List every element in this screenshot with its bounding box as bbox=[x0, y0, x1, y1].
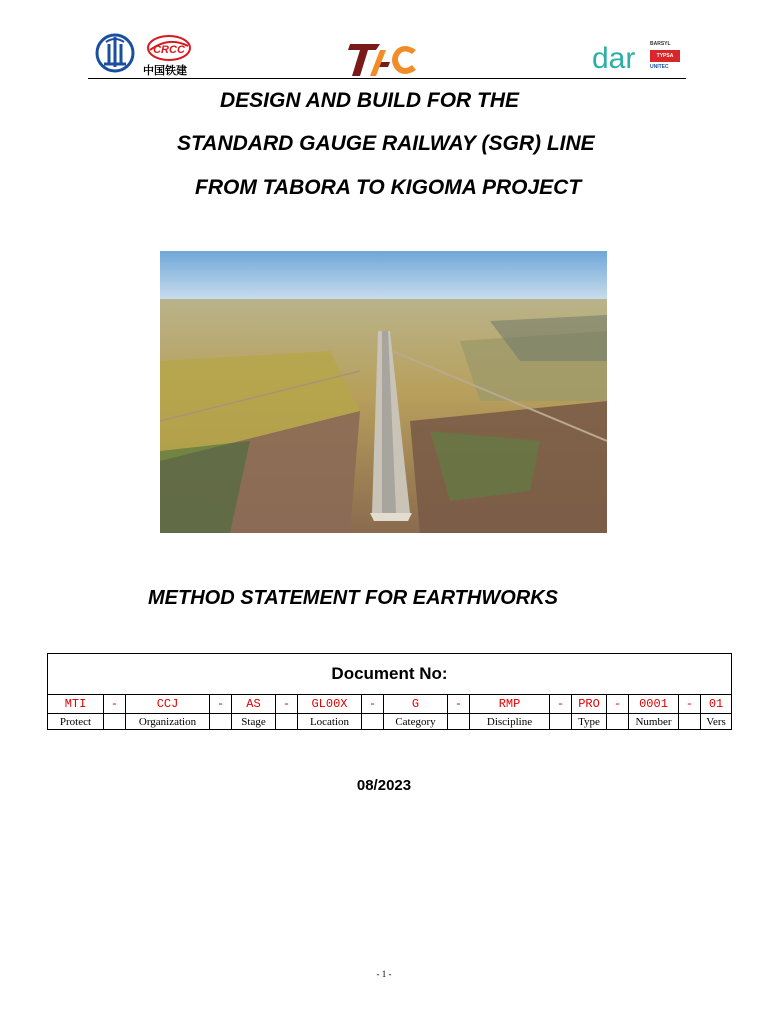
label-cell bbox=[448, 714, 470, 730]
cover-photo bbox=[160, 251, 607, 533]
page-number: - 1 - bbox=[376, 969, 392, 979]
label-cell bbox=[550, 714, 572, 730]
code-cell: PRO bbox=[572, 695, 607, 714]
code-row bbox=[48, 695, 732, 714]
label-cell bbox=[104, 714, 126, 730]
title-line-3: FROM TABORA TO KIGOMA PROJECT bbox=[195, 176, 582, 199]
aerial-railway-image bbox=[160, 251, 607, 533]
label-cell: Stage bbox=[232, 714, 276, 730]
partner-logos bbox=[650, 40, 680, 72]
document-number-table bbox=[47, 653, 732, 730]
label-cell: Protect bbox=[48, 714, 104, 730]
code-cell: CCJ bbox=[126, 695, 210, 714]
code-cell: AS bbox=[232, 695, 276, 714]
code-cell: RMP bbox=[470, 695, 550, 714]
code-cell: G bbox=[384, 695, 448, 714]
typsa-label: TYPSA bbox=[650, 50, 680, 62]
unitec-label: UNITEC bbox=[650, 64, 669, 70]
document-no-heading: Document No: bbox=[48, 654, 732, 695]
code-separator: - bbox=[607, 695, 629, 714]
code-cell: 01 bbox=[701, 695, 732, 714]
label-cell: Vers bbox=[701, 714, 732, 730]
page-header bbox=[88, 28, 686, 79]
ccecc-logo bbox=[94, 32, 136, 74]
tac-logo bbox=[346, 40, 420, 80]
method-statement-title: METHOD STATEMENT FOR EARTHWORKS bbox=[148, 587, 558, 609]
label-cell: Discipline bbox=[470, 714, 550, 730]
code-separator: - bbox=[210, 695, 232, 714]
title-line-1: DESIGN AND BUILD FOR THE bbox=[220, 89, 520, 112]
label-cell bbox=[210, 714, 232, 730]
code-separator: - bbox=[276, 695, 298, 714]
code-cell: MTI bbox=[48, 695, 104, 714]
label-cell: Type bbox=[572, 714, 607, 730]
barsyl-label: BARSYL bbox=[650, 41, 671, 47]
title-line-2: STANDARD GAUGE RAILWAY (SGR) LINE bbox=[177, 132, 595, 155]
label-row bbox=[48, 714, 732, 730]
crcc-badge-text: CRCC bbox=[153, 44, 185, 56]
code-separator: - bbox=[679, 695, 701, 714]
crcc-logo bbox=[146, 34, 192, 62]
label-cell bbox=[679, 714, 701, 730]
label-cell: Category bbox=[384, 714, 448, 730]
code-separator: - bbox=[448, 695, 470, 714]
code-cell: GL00X bbox=[298, 695, 362, 714]
dar-logo bbox=[592, 42, 648, 74]
document-date: 08/2023 bbox=[356, 777, 412, 794]
label-cell bbox=[362, 714, 384, 730]
label-cell bbox=[607, 714, 629, 730]
code-separator: - bbox=[362, 695, 384, 714]
code-separator: - bbox=[550, 695, 572, 714]
dar-logo-text: dar bbox=[592, 42, 636, 74]
label-cell bbox=[276, 714, 298, 730]
code-separator: - bbox=[104, 695, 126, 714]
label-cell: Number bbox=[629, 714, 679, 730]
crcc-logo-text: 中国铁建 bbox=[143, 64, 187, 77]
label-cell: Organization bbox=[126, 714, 210, 730]
code-cell: 0001 bbox=[629, 695, 679, 714]
label-cell: Location bbox=[298, 714, 362, 730]
